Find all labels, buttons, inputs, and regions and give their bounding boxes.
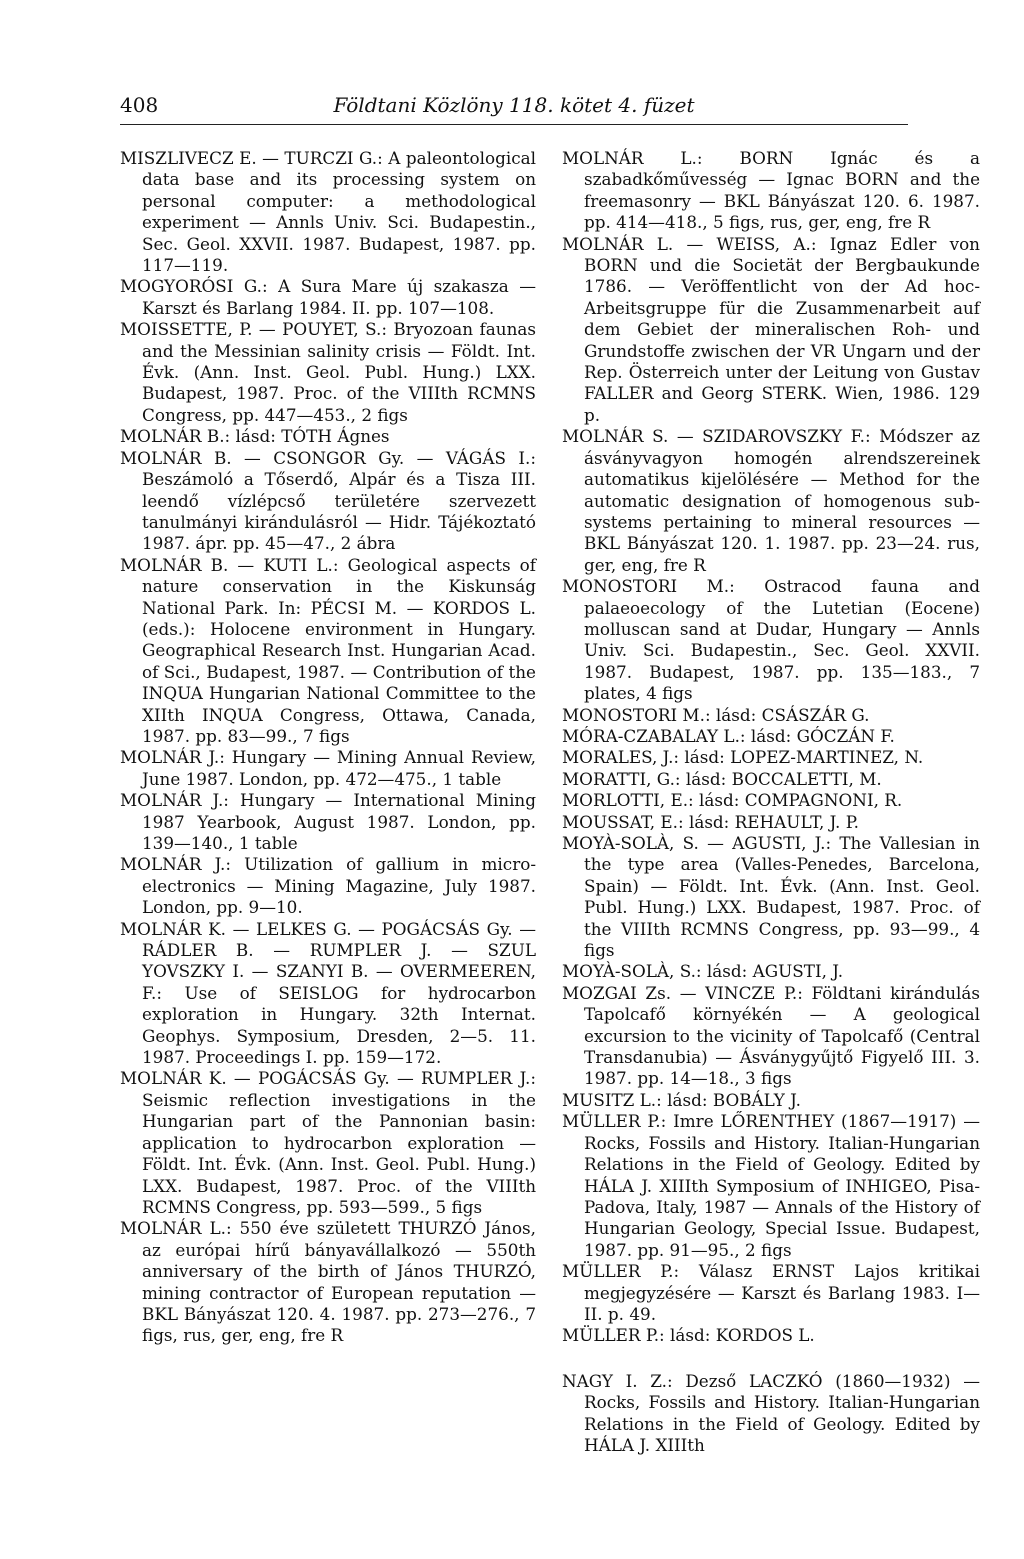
- bibliography-entry: MOUSSAT, E.: lásd: REHAULT, J. P.: [562, 811, 859, 832]
- bibliography-entry: MORLOTTI, E.: lásd: COMPAGNONI, R.: [562, 790, 903, 811]
- bibliography-entry: MORATTI, G.: lásd: BOCCALETTI, M.: [562, 768, 882, 789]
- bibliography-entry: MOLNÁR B.: lásd: TÓTH Ágnes: [120, 426, 390, 447]
- right-column: [562, 148, 980, 1456]
- bibliography-entry: NAGY I. Z.: Dezső LACZKÓ (1860—1932) — Rocks, Fossils and History. Italian-Hungarian Relations in the Field of Geology. Edited by HÁLA J. XIIIth: [562, 1370, 980, 1455]
- bibliography-entry: MOGYORÓSI G.: A Sura Mare új szakasza — Karszt és Barlang 1984. II. pp. 107—108.: [120, 276, 536, 318]
- bibliography-entry: MONOSTORI M.: lásd: CSÁSZÁR G.: [562, 704, 870, 725]
- page-number: 408: [120, 93, 159, 117]
- bibliography-entry: MOLNÁR K. — POGÁCSÁS Gy. — RUMPLER J.: Seismic reflection investigations in the Hungarian part of the Pannonian basin: application to hydrocarbon exploration — Földt. Int. Évk. (Ann. Inst. Geol. Publ. Hung.) LXX. Budapest, 1987. Proc. of the VIIIth RCMNS Congress, pp. 593—599., 5 figs: [120, 1068, 536, 1217]
- bibliography-entry: MOLNÁR L.: 550 éve született THURZÓ János, az európai hírű bányavállalkozó — 550th anniversary of the birth of János THURZÓ, mining contractor of European reputation — BKL Bányászat 120. 4. 1987. pp. 273—276., 7 figs, rus, ger, eng, fre R: [120, 1218, 536, 1346]
- left-column: [120, 148, 536, 1347]
- bibliography-entry: MÜLLER P.: lásd: KORDOS L.: [562, 1325, 815, 1346]
- bibliography-entry: MOLNÁR J.: Hungary — Mining Annual Review, June 1987. London, pp. 472—475., 1 table: [120, 747, 536, 789]
- bibliography-entry: MOLNÁR K. — LELKES G. — POGÁCSÁS Gy. — RÁDLER B. — RUMPLER J. — SZUL YOVSZKY I. — SZANYI B. — OVERMEEREN, F.: Use of SEISLOG for hydrocarbon exploration in Hungary. 32th Internat. Geophys. Symposium, Dresden, 2—5. 11. 1987. Proceedings I. pp. 159—172.: [120, 918, 536, 1068]
- page-header: [120, 92, 908, 124]
- bibliography-entry: MOLNÁR B. — KUTI L.: Geological aspects of nature conservation in the Kiskunság National Park. In: PÉCSI M. — KORDOS L. (eds.): Holocene environment in Hungary. Geographical Research Inst. Hungarian Acad. of Sci., Budapest, 1987. — Contribution of the INQUA Hungarian National Committee to the XIIth INQUA Congress, Ottawa, Canada, 1987. pp. 83—99., 7 figs: [120, 554, 536, 746]
- entry-gap: [562, 1347, 980, 1371]
- bibliography-entry: MOLNÁR J.: Hungary — International Mining 1987 Yearbook, August 1987. London, pp. 139—140., 1 table: [120, 790, 536, 853]
- bibliography-entry: MORALES, J.: lásd: LOPEZ-MARTINEZ, N.: [562, 747, 924, 768]
- bibliography-entry: MISZLIVECZ E. — TURCZI G.: A paleontological data base and its processing system on personal computer: a methodological experiment — Annls Univ. Sci. Budapestin., Sec. Geol. XXVII. 1987. Budapest, 1987. pp. 117—119.: [120, 148, 536, 276]
- bibliography-entry: MOLNÁR S. — SZIDAROVSZKY F.: Módszer az ásványvagyon homogén alrendszereinek automatikus kijelölésére — Method for the automatic designation of homogenous sub-systems pertaining to mineral resources — BKL Bányászat 120. 1. 1987. pp. 23—24. rus, ger, eng, fre R: [562, 426, 980, 575]
- bibliography-entry: MÓRA-CZABALAY L.: lásd: GÓCZÁN F.: [562, 725, 895, 746]
- bibliography-entry: MOISSETTE, P. — POUYET, S.: Bryozoan faunas and the Messinian salinity crisis — Földt. Int. Évk. (Ann. Inst. Geol. Publ. Hung.) LXX. Budapest, 1987. Proc. of the VIIIth RCMNS Congress, pp. 447—453., 2 figs: [120, 319, 536, 425]
- bibliography-entry: MOLNÁR L. — WEISS, A.: Ignaz Edler von BORN und die Societät der Bergbaukunde 1786. — Veröffentlicht von der Ad hoc-Arbeitsgruppe für die Zusammenarbeit auf dem Gebiet der mineralischen Roh- und Grundstoffe zwischen der VR Ungarn und der Rep. Österreich unter der Leitung von Gustav FALLER and Georg STERK. Wien, 1986. 129 p.: [562, 233, 980, 425]
- journal-title: Földtani Közlöny 118. kötet 4. füzet: [333, 93, 695, 117]
- bibliography-entry: MOZGAI Zs. — VINCZE P.: Földtani kirándulás Tapolcafő környékén — A geological excursion to the vicinity of Tapolcafő (Central Transdanubia) — Ásványgyűjtő Figyelő III. 3. 1987. pp. 14—18., 3 figs: [562, 982, 980, 1089]
- bibliography-entry: MÜLLER P.: Imre LŐRENTHEY (1867—1917) — Rocks, Fossils and History. Italian-Hungarian Relations in the Field of Geology. Edited by HÁLA J. XIIIth Symposium of INHIGEO, Pisa-Padova, Italy, 1987 — Annals of the History of Hungarian Geology, Special Issue. Budapest, 1987. pp. 91—95., 2 figs: [562, 1111, 980, 1260]
- bibliography-entry: MOLNÁR L.: BORN Ignác és a szabadkőművesség — Ignac BORN and the freemasonry — BKL Bányászat 120. 6. 1987. pp. 414—418., 5 figs, rus, ger, eng, fre R: [562, 148, 980, 233]
- header-rule: [120, 124, 908, 125]
- bibliography-entry: MÜLLER P.: Válasz ERNST Lajos kritikai megjegyzésére — Karszt és Barlang 1983. I—II. p. 49.: [562, 1261, 980, 1324]
- bibliography-entry: MOYÀ-SOLÀ, S.: lásd: AGUSTI, J.: [562, 961, 844, 982]
- bibliography-entry: MUSITZ L.: lásd: BOBÁLY J.: [562, 1089, 801, 1110]
- bibliography-entry: MOYÀ-SOLÀ, S. — AGUSTI, J.: The Vallesian in the type area (Valles-Penedes, Barcelona, Spain) — Földt. Int. Évk. (Ann. Inst. Geol. Publ. Hung.) LXX. Budapest, 1987. Proc. of the VIIIth RCMNS Congress, pp. 93—99., 4 figs: [562, 833, 980, 961]
- bibliography-entry: MOLNÁR J.: Utilization of gallium in micro-electronics — Mining Magazine, July 1987. London, pp. 9—10.: [120, 854, 536, 918]
- bibliography-entry: MONOSTORI M.: Ostracod fauna and palaeoecology of the Lutetian (Eocene) molluscan sand at Dudar, Hungary — Annls Univ. Sci. Budapestin., Sec. Geol. XXVII. 1987. Budapest, 1987. pp. 135—183., 7 plates, 4 figs: [562, 576, 980, 704]
- bibliography-entry: MOLNÁR B. — CSONGOR Gy. — VÁGÁS I.: Beszámoló a Tőserdő, Alpár és a Tisza III. leendő vízlépcső területére szervezett tanulmányi kirándulásról — Hidr. Tájékoztató 1987. ápr. pp. 45—47., 2 ábra: [120, 447, 536, 554]
